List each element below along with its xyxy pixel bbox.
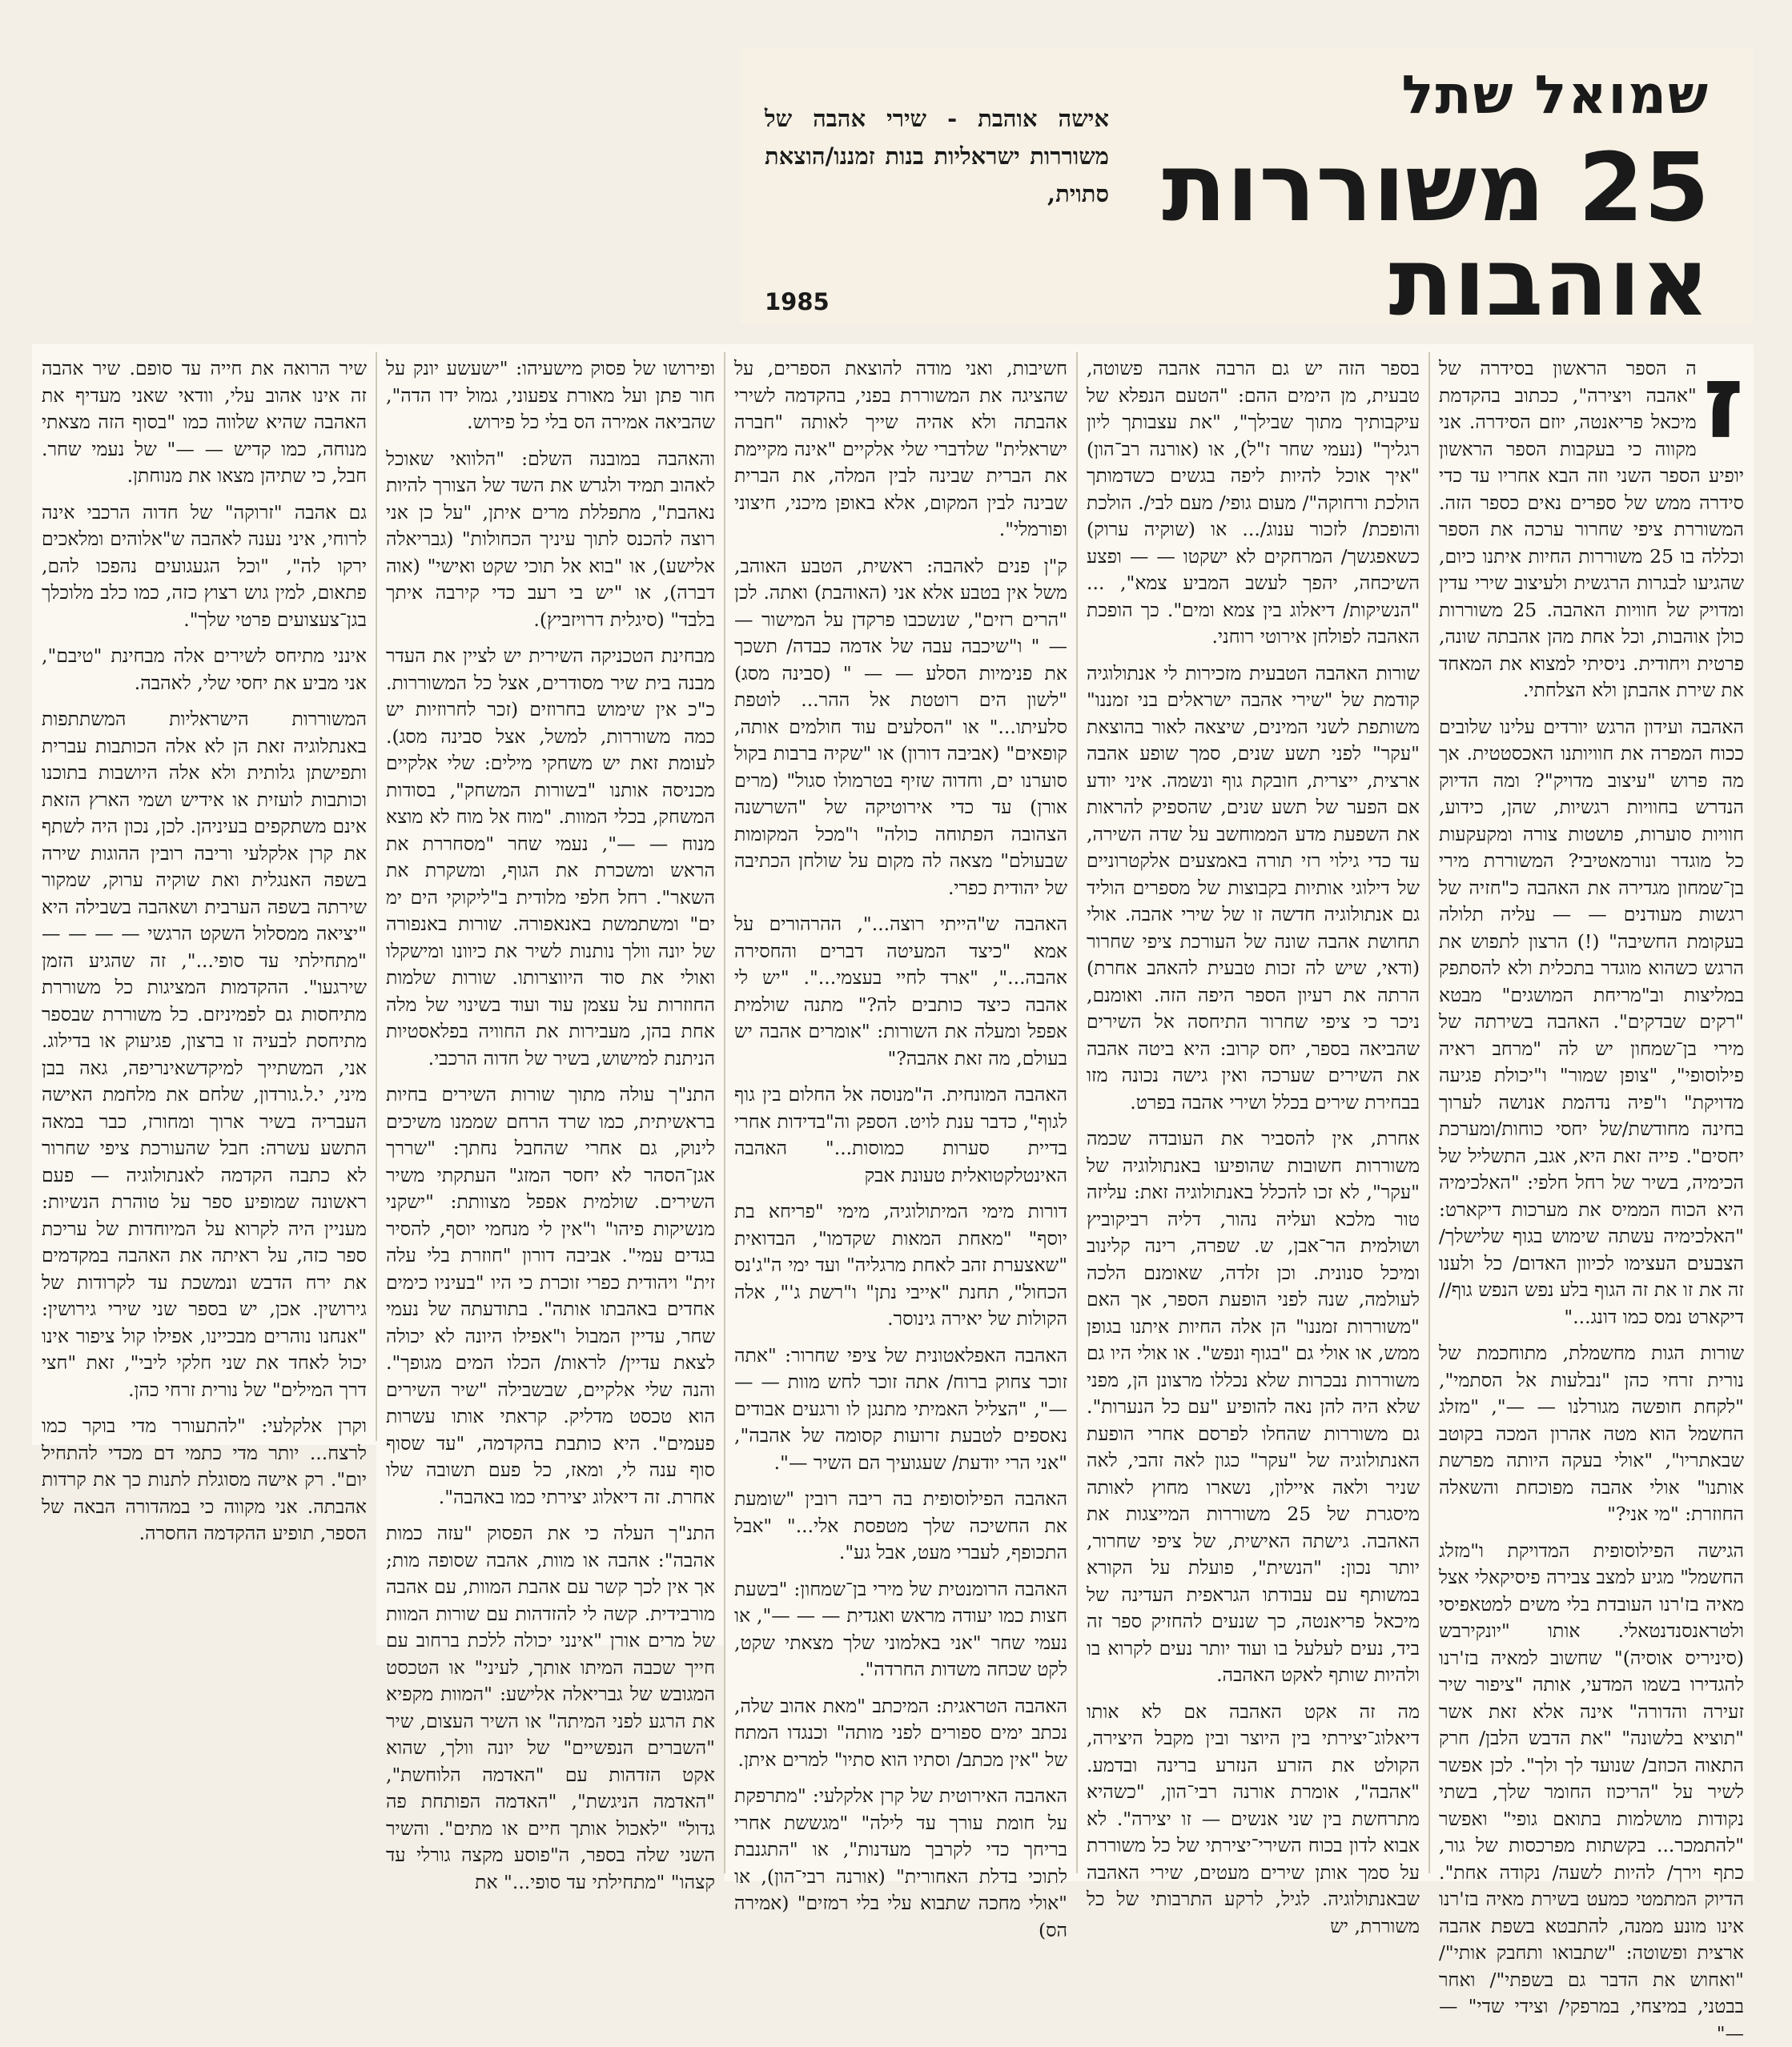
paragraph: חשיבות, ואני מודה להוצאת הספרים, על שהציגה את המשוררת בפני, בהקדמה לשירי אהבתה ולא אהיה שייך לאותה "חברה ישראלית" שלדברי שלי אלקיים "אינה מקיימת את הברית שבינה לבין המלה, את הברית שבינה לבין המקום, אלא באופן מיכני, חיצוני ופורמלי". [734,355,1067,544]
paragraph: האהבה הטראגית: המיכתב "מאת אהוב שלה, נכתב ימים ספורים לפני מותה" וכנגדו המתח של "אין מכתב/ וסתיו הוא סתיו" למרים איתן. [734,1693,1067,1774]
column-divider [724,352,725,1873]
paragraph: האהבה הפילוסופית בה ריבה רובין "שומעת את החשיכה שלך מטפסת אלי..." "אבל התכופף, לעברי מעט, אבל גע". [734,1486,1067,1567]
paragraph: התנ"ך עולה מתוך שורות השירים בחיות בראשיתית, כמו שרד הרחם שממנו משיכים לינוק, גם אחרי שהחבל נחתך: "שררך אגן־הסהר לא יחסר המזג" העתקתי משיר השירים. שולמית אפפל מצוותת: "ישקני מנשיקות פיהו" ו"אין לי מנחמי יוסף, להסיר בגדים עמי". אביבה דורון "חוזרת בלי עלה זית" ויהודית כפרי זוכרת כי היו "בעיניו כימים אחדים באהבתו אותה". בתודעתה של נעמי שחר, עדיין המבול ו"אפילו היונה לא יכולה לצאת עדיין/ לראות/ הכלו המים מגופך". והנה שלי אלקיים, שבשבילה "שיר השירים הוא טכסט מדליק. קראתי אותו עשרות פעמים". היא כותבת בהקדמה, "עד שסוף סוף ענה לי, ומאז, כל פעם תשובה שלו אחרת. זה דיאלוג יצירתי כמו באהבה". [386,1082,715,1511]
paragraph: שיר הרואה את חייה עד סופם. שיר אהבה זה אינו אהוב עלי, וודאי שאני מעדיף את האהבה שהיא שלווה כמו "בסוף הזה מצאתי מנוחה, כמו קדיש — —" של נעמי שחר. חבל, כי שתיהן מצאו את מנוחתן. [42,355,367,490]
column-divider [1076,352,1078,1873]
paragraph: האהבה האפלאטונית של ציפי שחרור: "אתה זוכר צחוק ברוח/ אתה זוכר לחש מוות — — —", "הצליל האמיתי מתנגן לו ורגעים אבודים נאספים לטבעת זרועות קסומה של אהבה", "אני הרי יודעת/ שעגועיך הם השיר —". [734,1343,1067,1477]
paragraph: בספר הזה יש גם הרבה אהבה פשוטה, טבעית, מן הימים ההם: "הטעם הנפלא של עיקבותיך מתוך שבילך", "את עצבותך ליון רגליך" (נעמי שחר ז"ל), או (אורנה רב־הון) "איך אוכל להיות ליפה בגשים כשדמותך הולכת ורחוקה"/ מעום גופי/ מעם לבי/. הולכת והופכת/ לזכור ענוג/... או (שוקיה ערוק) כשאפגשך/ המרחקים לא ישקטו — — ופצע השיכחה, יהפך לעשב המביע צמא", ... "הנשיקות/ דיאלוג בין צמא ומים". כך הופכת האהבה לפולחן אירוטי רוחני. [1087,355,1420,651]
paragraph: הגישה הפילוסופית המדויקת ו"מזלג החשמל" מגיע למצב צבירה פיסיקאלי אצל מאיה בז'רנו העובדת בלי משים למטאפיסי ולטראנסנדנטאלי. אותו "יונקירבש (סיניריס אוסיה)" שחשוב למאיה בז'רנו להגדירו בשמו המדעי, אותה "ציפור שיר זעירה והדורה" אינה אלא זאת אשר "תוציא בלשונה" "את הדבש הלבן/ חרק התאוה הכוזב/ שנועד לך ולך". לכן אפשר לשיר על "הריכוז החומר שלך, בשתי נקודות מושלמות בתואם גופי" ואפשר "להתמכר... בקשתות מפרכסות של גור, כתף וירך/ להיות לשעה/ נקודה אחת". הדיוק המתמטי כמעט בשירת מאיה בז'רנו אינו מונע ממנה, להתבטא בשפת אהבה ארצית ופשוטה: "שתבואו ותחבק אותי"/ "ואחוש את הדבר גם בשפתי"/ ואחר בבטני, במיצחי, במרפקי/ וצידי שדי" — —" [1439,1538,1744,2047]
book-year: 1985 [765,288,1109,315]
author-byline: שמואל שתל [1402,64,1710,126]
article-column-5 [32,344,376,1445]
drop-cap: ז [1703,359,1744,447]
paragraph: אינני מתיחס לשירים אלה מבחינת "טיבם", אני מביע את יחסי שלי, לאהבה. [42,643,367,696]
paragraph: האהבה הרומנטית של מירי בן־שמחון: "בשעת חצות כמו יעודה מראש ואגדית — — —", או נעמי שחר "אני באלמוני שלך מצאתי שקט, לקט שכחה משדות החרדה". [734,1576,1067,1684]
article-column-1 [1429,344,1754,1881]
article-header [741,48,1754,324]
column-divider [1428,352,1430,1873]
paragraph: התנ"ך העלה כי את הפסוק "עזה כמות אהבה": אהבה או מוות, אהבה שסופה מות; אך אין לכך קשר עם אהבת המוות, עם אהבה מורבידית. קשה לי להזדהות עם שורות המוות של מרים אורן "אינני יכולה ללכת ברחוב עם חייך שכבה המיתו אותך, לעיני" או הטכסט המגובש של גבריאלה אלישע: "המוות מקפיא את הרגע לפני המיתה" או השיר העצום, שיר "השברים הנפשיים" של יונה וולך, שהוא אקט הזדהות עם "האדמה הלוחשת", "האדמה הניגשת", "האדמה הפותחת פה גדול" "לאכול אותך חיים או מתים". והשיר השני שלה בספר, ה"פוסע מקצה גורלי עד קצהו" "מתחילתי עד סופי..." את [386,1520,715,1896]
paragraph: האהבה ש"הייתי רוצה...", ההרהורים על אמא "כיצד המעיטה דברים והחסירה אהבה...", "ארד לחיי בעצמי...". "יש לי אהבה כיצד כותבים לה?" מתנה שולמית אפפל ומעלה את השורות: "אומרים אהבה יש בעולם, מה זאת אהבה?" [734,911,1067,1072]
paragraph: אחרת, אין להסביר את העובדה שכמה משוררות חשובות שהופיעו באנתולוגיה של "עקר", לא זכו להכלל באנתולוגיה זאת: עליזה טור מלכא ועליה נהור, דליה רביקוביץ ושולמית הר־אבן, ש. שפרה, רינה קלינוב ומיכל סנונית. וכן זלדה, שאומנם הלכה לעולמה, שנה לפני הופעת הספר, אך האם "משוררות זמננו" הן אלה החיות איתנו בגופן ממש, או אולי גם "בגוף ונפש". או אולי היו גם משוררות נבכרות שלא נכללו מרצונן הן, מפני שלא היה להן נאה להופיע "עם כל הנערות". גם משוררות שהחלו לפרסם אחרי הופעת האנתולוגיה של "עקר" כגון לאה זהבי, לאה שניר ולאה איילון, נשארו מחוץ לאותה מיסגרת של 25 משוררות המייצגות את האהבה. גישתה האישית, של ציפי שחרור, יותר נכון: "הנשית", פועלת על הקורא במשותף עם עבודתו הגראפית העדינה של מיכאל פריאנטה, כך שנעים להחזיק ספר זה ביד, נעים לעלעל בו ועוד יותר נעים לקרוא בו ולהיות שותף לאקט האהבה. [1087,1126,1420,1689]
paragraph: שורות הגות מחשמלת, מתוחכמת של נורית זרחי כהן "נבלעות אל הסתמי", "לקחת חופשה מגורלנו — —", "מזלג החשמל הוא מטה אהרון המכה בקוטב שבאתריו", "אולי בעקה היותה מפרשת אותנו" אולי אהבה מפוכחת והשאלה החוזרת: "מי אני?" [1439,1340,1744,1528]
column-divider [376,352,377,1441]
book-info: אישה אוהבת - שירי אהבה של משוררות ישראליות בנות זמננו/הוצאת סתוית, [765,100,1109,213]
paragraph: ה הספר הראשון בסידרה של "אהבה ויצירה", ככתוב בהקדמת מיכאל פריאנטה, יוזם הסידרה. אני מקווה כי בעקבות הספר הראשון יופיע הספר השני וזה הבא אחריו עד כדי סידרה ממש של ספרים נאים כספר הזה. המשוררת ציפי שחרור ערכה את הספר וכללה בו 25 משוררות החיות איתנו כיום, שהגיעו לבגרות הרגשית ולעיצוב שירי עדין ומדויק של חוויות האהבה. 25 משוררות כולן אוהבות, וכל אחת מהן אהבתה שונה, פרטית ויחודית. ניסיתי למצוא את המאחד את שירת אהבתן ולא הצלחתי. [1439,355,1744,704]
article-headline: 25 משוררות אוהבות [1133,140,1710,329]
paragraph: מה זה אקט האהבה אם לא אותו דיאלוג־יצירתי בין היוצר ובין מקבל היצירה, הקולט את הזרע הנזרע ברינה ובדמע. "אהבה", אומרת אורנה רבי־הון, "כשהיא מתרחשת בין שני אנשים — זו יצירה". לא אבוא לדון בכוח השירי־יצירתי של כל משוררת על סמך אותן שירים מעטים, שירי האהבה שבאנתולוגיה. לגיל, לרקע התרבותי של כל משוררת, יש [1087,1699,1420,1941]
paragraph: דורות מימי המיתולוגיה, מימי "פריחא בת יוסף" "מאחת המאות שקדמו", הבדואית "שאצערת זהב לאחת מרגליה" ועד ימי ה"ג'נס הכחול", תחנת "אייבי נתן" ו"רשת ג'", אלה הקולות של יאירה גינוסר. [734,1198,1067,1333]
paragraph: המשוררות הישראליות המשתתפות באנתלוגיה זאת הן לא אלה הכותבות עברית ותפישתן גלותית ולא אלה היושבות בתוכנו וכותבות לועזית או אידיש ושמי הארץ הזאת אינם משתקפים בעיניהן. לכן, נכון היה לשתף את קרן אלקלעי וריבה רובין ההוגות שירה בשפה האנגלית ואת שוקיה ערוק, שמקור שירתה בשפה הערבית ושאהבה בשבילה היא "יציאה ממסלול השקט הרגשי — — — — "מתחילתי עד סופי...", זה שהגיע הזמן שירגעו". ההקדמות המציגות כל משוררת מתיחסות גם לפמיניזם. כל משוררת שבספר מתיחסת לבעיה זו ברצון, פגיעוק או בדילוג. אני, המשתייך למיקדשאינריפה, גאה בבן מיני, י.ל.גורדון, שלחם את מלחמת האישה העבריה בשיר ארוך ומחורז, כבר במאה התשע עשרה: חבל שהעורכת ציפי שחרור לא כתבה הקדמה לאנתולוגיה — פעם ראשונה שמופיע ספר על טוהרת הנשיות: מעניין היה לקרוא על המיוחדות של עריכת ספר כזה, על ראיתה את האהבה במקדמים את ירח הדבש ונמשכת עד לקרודות של גירושין. אכן, יש בספר שני שירי גירושין: "אנחנו נוהרים מבכיינו, אפילו קול ציפור אינו יכול לאחד את שני חלקי ליבי", זאת "חצי דרך המילים" של נורית זרחי כהן. [42,706,367,1403]
paragraph: ופירושו של פסוק מישעיהו: "ישעשע יונק על חור פתן ועל מאורת צפעוני, גמול ידו הדה", שהביאה אמירה הס בלי כל פירוש. [386,355,715,436]
paragraph: מבחינת הטכניקה השירית יש לציין את העדר מבנה בית שיר מסודרים, אצל כל המשוררות. כ"כ אין שימוש בחרוזים (זכר לחרוזיות יש כמה משוררות, למשל, אצל סבינה מסג). לעומת זאת יש משחקי מילים: שלי אלקיים מכניסה אותנו "בשורות המשחק", בסודות המשחק, בכלי המוות. "מוח אל מוח לא מוצא מנוח — —", נעמי שחר "מסחררת את הראש ומשכרת את הגוף, ומשקרת את השאר". רחל חלפי מלודית ב"ליקוקי הים ימ ים" ומשתמשת באנאפורה. שורות באנפורה של יונה וולך נותנות לשיר את כיוונו ומישקלו ואולי את סוד היווצרותו. שורות שלמות החוזרות על עצמן עוד ועוד בשינוי של מלה אחת בהן, מעבירות את החוויה בפלאסטיות הניתנת למישוש, בשיר של חדוה הרכבי. [386,643,715,1072]
paragraph: גם אהבה "זרוקה" של חדוה הרכבי אינה לרוחי, איני נענה לאהבה ש"אלוהים ומלאכים ירקו לה", "וכל הגעגועים נהפכו להם, פתאום, למין גוש רצוץ כזה, כמו כלב מלוכלך בגן־צעצועים פרטי שלך". [42,500,367,634]
paragraph: האהבה ועידון הרגש יורדים עלינו שלובים ככוח המפרה את חוויותנו האכסטטית. אך מה פרוש "עיצוב מדויק"? ומה הדיוק הנדרש בחוויות רגשיות, שהן, כידוע, חוויות סוערות, פושטות צורה ומקעקעות כל מוגדר ונורמאטיבי? המשוררת מירי בן־שמחון מגדירה את האהבה כ"חזיה של רגשות מעודנים — — עליה תלולה בעקומת החשיבה" (!) הרצון לתפוש את הרגש כשהוא מוגדר בתכלית ולא להסתפק במליצות וב"מריחת המושגים" מבטא "רקים שבדקים". האהבה בשירתה של מירי בן־שמחון יש לה "מרחב ראיה פילוסופי", "צופן שמור" ו"יכולת פגיעה מדויקת" ו"פיה נדהמת אנושה לערוך בחינה מחודשת/של יחסי כוחות/ומערכת יחסים". פייה זאת היא, אגב, התשליל של הכימיה, בשיר של רחל חלפי: "האלכימיה היא הכוח הממיס את מערכות דיקארט: "האלכימיה עשתה שימוש בגוף שלישלך/ הצבעים העצימו לכיוון האדום/ כל ולענו זה את זו את זה הגוף בלע נפש הנפש גוף// דיקארט נמס כמו דונג..." [1439,714,1744,1331]
article-column-4 [376,344,725,1645]
paragraph: וקרן אלקלעי: "להתעורר מדי בוקר כמו לרצח... יותר מדי כתמי דם מכדי להתחיל יום". רק אישה מסוגלת לתנות כך את קרדות אהבתה. אני מקווה כי במהדורה הבאה של הספר, תופיע ההקדמה החסרה. [42,1413,367,1547]
paragraph: ק"ן פנים לאהבה: ראשית, הטבע האוהב, משל אין בטבע אלא אני (האוהבת) ואתה. לכן "הרים רזים", שנשכבו פרקדן על המישור — — " ו"שיכבה עבה של אדמה כבדה/ תשכך את פנימיות הסלע — — " (סבינה מסג) "לשון הים רוטטת אל ההר... לוטפת סלעיתו..." או "הסלעים עוד חולמים אותה, קופאים" (אביבה דורון) או "שקיה ברבות בקול סוערנו ים, וחדוה שזיף בטרמולו סגול" (מרים אורן) עד כדי אירוטיקה של "השרשנה הצהובה הפתוחה כולה" ו"מכל המקומות שבעולם" מצאה לה מקום על שולחן הכתיבה של יהודית כפרי. [734,553,1067,902]
article-column-3 [725,344,1077,1881]
article-column-2 [1077,344,1429,1881]
paragraph: שורות האהבה הטבעית מזכירות לי אנתולוגיה קודמת של "שירי אהבה ישראלים בני זמננו" משותפת לשני המינים, שיצאה לאור בהוצאת "עקר" לפני תשע שנים, סמך שופע אהבה ארצית, ייצרית, חובקת גוף ונשמה. איני יודע אם הפער של תשע שנים, שהספיק להראות את השפעת מדע הממוחשב על שדה השירה, עד כדי גילוי רזי תורה באמצעים אלקטרוניים של דילוגי אותיות בקבוצות של מספרים הוליד גם אנתולוגיה חדשה זו של שירי אהבה. אולי תחושת אהבה שונה של העורכת ציפי שחרור (ודאי, שיש לה זכות טבעית להאהב אחרת) הרתה את רעיון הספר היפה הזה. ואומנם, ניכר כי ציפי שחרור התיחסה אל השירים שהביאה בספר, יחס קרוב: היא ביטה אהבה את השירים שערכה ואין גישה נכונה מזו בבחירת שירים בכלל ושירי אהבה בפרט. [1087,660,1420,1117]
paragraph: האהבה המונחית. ה"מנוסה אל החלום בין גוף לגוף", כדבר ענת לויט. הספק וה"בדידות אחרי בדיית סערות כמוסות..." האהבה האינטלקטואלית טעונת אבק [734,1082,1067,1189]
paragraph: האהבה האירוטית של קרן אלקלעי: "מתרפקת על חומת עורך עד לילה" "מגששת אחרי בריחך כדי לקרבך מעדנות", או "התגנבת לתוכי בדלת האחורית" (אורנה רבי־הון), או "אולי מחכה שתבוא עלי בלי רמזים" (אמירה הס) [734,1783,1067,1944]
paragraph: והאהבה במובנה השלם: "הלוואי שאוכל לאהוב תמיד ולגרש את השד של הצורך להיות נאהבת", מתפללת מרים איתן, "על כן אני רוצה להכנס לתוך עיניך הכחולות" (גבריאלה אלישע), או "בוא אל תוכי שקט ואישי" (אוה דברה), או "יש בי רעב כדי קירבה איתך בלבד" (סיגלית דרויזביץ). [386,446,715,634]
